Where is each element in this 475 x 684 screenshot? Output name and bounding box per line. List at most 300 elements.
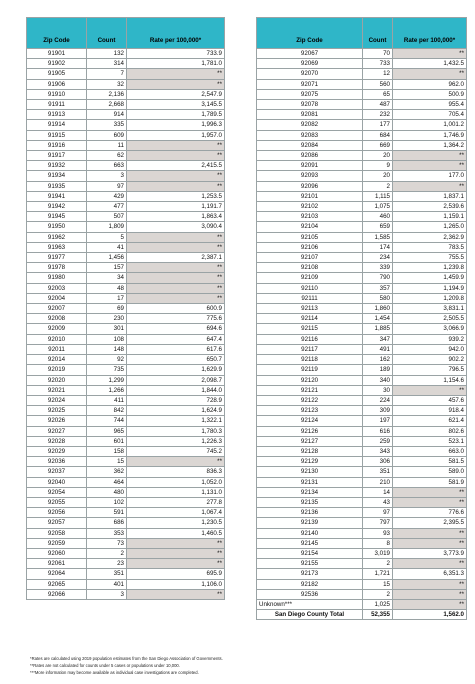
count-cell: 429 [87, 191, 127, 201]
zip-code-cell: 91962 [27, 232, 87, 242]
rate-cell: 581.9 [393, 477, 467, 487]
zip-code-cell: 92135 [257, 497, 363, 507]
table-row [27, 467, 225, 477]
zip-code-cell: 92173 [257, 569, 363, 579]
count-cell: 733 [363, 59, 393, 69]
rate-header: Rate per 100,000* [127, 18, 225, 49]
rate-cell: 1,001.2 [393, 120, 467, 130]
count-cell: 230 [87, 314, 127, 324]
zip-code-cell: 92004 [27, 293, 87, 303]
count-cell: 14 [363, 487, 393, 497]
zip-code-cell: 92029 [27, 446, 87, 456]
rate-cell: 1,067.4 [127, 508, 225, 518]
table-row [257, 355, 467, 365]
table-row [257, 100, 467, 110]
zip-code-cell: 92182 [257, 579, 363, 589]
table-row [27, 426, 225, 436]
table-row [257, 477, 467, 487]
count-cell: 3 [87, 171, 127, 181]
table-row [27, 375, 225, 385]
zip-code-cell: 91916 [27, 140, 87, 150]
count-cell: 591 [87, 508, 127, 518]
count-cell: 616 [363, 426, 393, 436]
count-cell: 2 [363, 181, 393, 191]
count-cell: 663 [87, 161, 127, 171]
table-row [27, 446, 225, 456]
rate-cell: 745.2 [127, 446, 225, 456]
rate-cell: 6,351.3 [393, 569, 467, 579]
count-cell: 15 [363, 579, 393, 589]
table-row [257, 334, 467, 344]
table-row [27, 304, 225, 314]
table-row [27, 528, 225, 538]
table-row [257, 110, 467, 120]
zip-code-cell: 92021 [27, 385, 87, 395]
count-cell: 73 [87, 538, 127, 548]
rate-cell: 2,387.1 [127, 253, 225, 263]
table-row [27, 69, 225, 79]
count-cell: 411 [87, 395, 127, 405]
count-cell: 189 [363, 365, 393, 375]
zip-code-cell: 92113 [257, 304, 363, 314]
rate-cell: ** [393, 589, 467, 599]
zip-code-cell: 92107 [257, 253, 363, 263]
table-row [257, 538, 467, 548]
table-row [257, 436, 467, 446]
count-cell: 9 [363, 161, 393, 171]
zip-code-cell: 92121 [257, 385, 363, 395]
zip-code-cell: 92083 [257, 130, 363, 140]
rate-cell: ** [393, 151, 467, 161]
count-cell: 684 [363, 130, 393, 140]
table-row [257, 324, 467, 334]
zip-code-cell: 92108 [257, 263, 363, 273]
table-row [257, 293, 467, 303]
zip-code-cell: 91901 [27, 49, 87, 59]
table-row [27, 487, 225, 497]
count-cell: 1,585 [363, 232, 393, 242]
rate-cell: 2,539.6 [393, 202, 467, 212]
rate-cell: 1,364.2 [393, 140, 467, 150]
zip-code-cell: 92069 [257, 59, 363, 69]
count-cell: 92 [87, 355, 127, 365]
rate-cell: 705.4 [393, 110, 467, 120]
zip-code-cell: 91913 [27, 110, 87, 120]
zip-code-cell: 92536 [257, 589, 363, 599]
count-cell: 20 [363, 171, 393, 181]
rate-cell: 1,230.5 [127, 518, 225, 528]
table-row [257, 191, 467, 201]
footnote-rates: *Rates are calculated using 2019 population estimates from the San Diego Association of Governments. [30, 656, 223, 661]
table-row [257, 518, 467, 528]
table-row [27, 416, 225, 426]
zip-code-cell: 92020 [27, 375, 87, 385]
table-row [257, 283, 467, 293]
rate-header: Rate per 100,000* [393, 18, 467, 49]
count-cell: 157 [87, 263, 127, 273]
count-cell: 842 [87, 406, 127, 416]
count-cell: 580 [363, 293, 393, 303]
table-row [257, 395, 467, 405]
count-cell: 1,454 [363, 314, 393, 324]
count-cell: 7 [87, 69, 127, 79]
count-cell: 69 [87, 304, 127, 314]
count-cell: 132 [87, 49, 127, 59]
count-cell: 480 [87, 487, 127, 497]
table-row [257, 212, 467, 222]
zip-code-cell: 92124 [257, 416, 363, 426]
count-cell: 97 [363, 508, 393, 518]
rate-cell: 1,562.0 [393, 610, 467, 620]
table-row [257, 406, 467, 416]
count-cell: 2,668 [87, 100, 127, 110]
zip-code-cell: 92014 [27, 355, 87, 365]
zip-code-cell: 92008 [27, 314, 87, 324]
table-row [27, 406, 225, 416]
table-row [27, 202, 225, 212]
count-cell: 797 [363, 518, 393, 528]
zip-code-cell: 92059 [27, 538, 87, 548]
table-row [27, 161, 225, 171]
zip-code-cell: 92007 [27, 304, 87, 314]
rate-cell: 2,415.5 [127, 161, 225, 171]
rate-cell: 1,131.0 [127, 487, 225, 497]
table-row [27, 589, 225, 599]
rate-cell: 836.3 [127, 467, 225, 477]
rate-cell: 3,831.1 [393, 304, 467, 314]
table-row [27, 263, 225, 273]
zip-code-cell: 91977 [27, 253, 87, 263]
zip-code-cell: 92114 [257, 314, 363, 324]
rate-cell: ** [127, 151, 225, 161]
table-row [27, 559, 225, 569]
count-cell: 197 [363, 416, 393, 426]
table-row [27, 395, 225, 405]
count-cell: 70 [363, 49, 393, 59]
table-row [27, 518, 225, 528]
table-row [257, 426, 467, 436]
count-cell: 1,721 [363, 569, 393, 579]
count-cell: 12 [363, 69, 393, 79]
count-cell: 1,809 [87, 222, 127, 232]
count-cell: 487 [363, 100, 393, 110]
table-row [27, 344, 225, 354]
table-row [27, 548, 225, 558]
count-cell: 34 [87, 273, 127, 283]
zip-code-cell: 92055 [27, 497, 87, 507]
table-row [257, 59, 467, 69]
rate-cell: ** [127, 559, 225, 569]
rate-cell: 783.5 [393, 242, 467, 252]
table-row [27, 100, 225, 110]
table-row [27, 457, 225, 467]
rate-cell: 647.4 [127, 334, 225, 344]
zip-code-cell: 92126 [257, 426, 363, 436]
count-cell: 1,860 [363, 304, 393, 314]
zip-code-cell: 92011 [27, 344, 87, 354]
rate-cell: ** [127, 79, 225, 89]
count-cell: 340 [363, 375, 393, 385]
table-row [27, 273, 225, 283]
zip-code-cell: 92071 [257, 79, 363, 89]
zip-code-cell: 92103 [257, 212, 363, 222]
table-row [257, 416, 467, 426]
count-cell: 1,115 [363, 191, 393, 201]
rate-cell: ** [393, 487, 467, 497]
table-row [27, 385, 225, 395]
table-row [257, 161, 467, 171]
table-row [27, 579, 225, 589]
count-cell: 560 [363, 79, 393, 89]
zip-code-cell: 92131 [257, 477, 363, 487]
zip-code-cell: 91917 [27, 151, 87, 161]
count-cell: 790 [363, 273, 393, 283]
table-row [27, 365, 225, 375]
zip-code-cell: 92115 [257, 324, 363, 334]
rate-cell: 1,460.5 [127, 528, 225, 538]
footnote-suppressed: **Rates are not calculated for counts under 5 cases or populations under 10,000. [30, 662, 180, 668]
count-cell: 2 [87, 548, 127, 558]
rate-cell: 802.6 [393, 426, 467, 436]
zip-code-cell: 92061 [27, 559, 87, 569]
count-cell: 148 [87, 344, 127, 354]
zip-code-cell: 92105 [257, 232, 363, 242]
rate-cell: 1,781.0 [127, 59, 225, 69]
rate-cell: 962.0 [393, 79, 467, 89]
rate-cell: 1,746.9 [393, 130, 467, 140]
zip-code-cell: 92145 [257, 538, 363, 548]
table-row [27, 242, 225, 252]
rate-cell: ** [127, 457, 225, 467]
zip-code-cell: 91914 [27, 120, 87, 130]
rate-cell: 1,432.5 [393, 59, 467, 69]
rate-cell: 2,098.7 [127, 375, 225, 385]
table-row [257, 548, 467, 558]
zip-code-cell: 91911 [27, 100, 87, 110]
table-row [27, 293, 225, 303]
count-cell: 914 [87, 110, 127, 120]
table-row [27, 436, 225, 446]
zip-code-cell: 91963 [27, 242, 87, 252]
count-cell: 314 [87, 59, 127, 69]
rate-cell: 733.9 [127, 49, 225, 59]
table-row [257, 202, 467, 212]
zip-code-cell: 92155 [257, 559, 363, 569]
rate-cell: 694.6 [127, 324, 225, 334]
count-cell: 1,025 [363, 599, 393, 609]
zip-code-cell: 92025 [27, 406, 87, 416]
zip-code-cell: 92118 [257, 355, 363, 365]
zip-code-cell: 92093 [257, 171, 363, 181]
rate-cell: ** [127, 69, 225, 79]
count-cell: 17 [87, 293, 127, 303]
count-cell: 460 [363, 212, 393, 222]
table-row [27, 477, 225, 487]
zip-code-cell: 92054 [27, 487, 87, 497]
rate-cell: ** [127, 273, 225, 283]
count-cell: 601 [87, 436, 127, 446]
table-row [257, 69, 467, 79]
zip-code-cell: 92003 [27, 283, 87, 293]
rate-cell: ** [127, 242, 225, 252]
table-row [257, 181, 467, 191]
rate-cell: 1,996.3 [127, 120, 225, 130]
zip-code-cell: 92081 [257, 110, 363, 120]
zip-code-cell: 91906 [27, 79, 87, 89]
rate-cell: 1,789.5 [127, 110, 225, 120]
rate-cell: 1,624.9 [127, 406, 225, 416]
table-row [27, 569, 225, 579]
zip-code-cell: 92078 [257, 100, 363, 110]
table-row [257, 446, 467, 456]
count-cell: 1,266 [87, 385, 127, 395]
zip-code-cell: 92057 [27, 518, 87, 528]
zip-code-cell: 92009 [27, 324, 87, 334]
zip-code-cell: 91910 [27, 89, 87, 99]
right-header-row [257, 18, 467, 49]
zip-code-cell: 92028 [27, 436, 87, 446]
table-row [27, 314, 225, 324]
count-cell: 491 [363, 344, 393, 354]
rate-cell: 1,191.7 [127, 202, 225, 212]
count-cell: 1,885 [363, 324, 393, 334]
count-cell: 5 [87, 232, 127, 242]
count-cell: 15 [87, 457, 127, 467]
zip-code-cell: 92058 [27, 528, 87, 538]
left-table-body [27, 49, 225, 600]
rate-cell: ** [393, 497, 467, 507]
table-row [257, 365, 467, 375]
rate-cell: ** [127, 283, 225, 293]
table-row [257, 559, 467, 569]
zip-code-cell: 92086 [257, 151, 363, 161]
table-row [27, 130, 225, 140]
rate-cell: ** [393, 538, 467, 548]
rate-cell: 775.6 [127, 314, 225, 324]
zip-code-cell: 92070 [257, 69, 363, 79]
zip-code-cell: 92119 [257, 365, 363, 375]
count-cell: 2 [363, 589, 393, 599]
table-row [27, 334, 225, 344]
count-cell: 23 [87, 559, 127, 569]
zip-code-cell: 91950 [27, 222, 87, 232]
rate-cell: 617.6 [127, 344, 225, 354]
rate-cell: 663.0 [393, 446, 467, 456]
count-cell: 232 [363, 110, 393, 120]
rate-cell: 1,322.1 [127, 416, 225, 426]
count-cell: 41 [87, 242, 127, 252]
rate-cell: 500.9 [393, 89, 467, 99]
zip-code-cell: 92024 [27, 395, 87, 405]
rate-cell: 955.4 [393, 100, 467, 110]
zip-code-cell: 92066 [27, 589, 87, 599]
rate-cell: 1,154.6 [393, 375, 467, 385]
table-row [257, 273, 467, 283]
rate-cell: 2,505.5 [393, 314, 467, 324]
table-row [27, 222, 225, 232]
count-cell: 162 [363, 355, 393, 365]
rate-cell: 695.9 [127, 569, 225, 579]
rate-cell: 523.1 [393, 436, 467, 446]
table-row [257, 79, 467, 89]
table-row [257, 589, 467, 599]
count-cell: 259 [363, 436, 393, 446]
table-row [27, 59, 225, 69]
rate-cell: 1,837.1 [393, 191, 467, 201]
table-row [257, 89, 467, 99]
table-row [27, 49, 225, 59]
table-row [27, 324, 225, 334]
rate-cell: 942.0 [393, 344, 467, 354]
table-row [257, 242, 467, 252]
count-cell: 52,355 [363, 610, 393, 620]
zip-code-cell: 92122 [257, 395, 363, 405]
left-header-row [27, 18, 225, 49]
zip-code-cell: 92010 [27, 334, 87, 344]
count-cell: 353 [87, 528, 127, 538]
footnote-unknown: ***More information may become available as individual case investigations are completed. [30, 669, 199, 675]
table-row [257, 579, 467, 589]
rate-cell: 277.8 [127, 497, 225, 507]
count-cell: 174 [363, 242, 393, 252]
rate-cell: ** [127, 589, 225, 599]
count-cell: 234 [363, 253, 393, 263]
count-cell: 735 [87, 365, 127, 375]
count-cell: 335 [87, 120, 127, 130]
table-row [27, 171, 225, 181]
rate-cell: ** [127, 538, 225, 548]
table-row [257, 171, 467, 181]
zip-code-cell: 92027 [27, 426, 87, 436]
rate-cell: ** [393, 49, 467, 59]
count-cell: 1,456 [87, 253, 127, 263]
count-cell: 158 [87, 446, 127, 456]
zip-code-cell: 92091 [257, 161, 363, 171]
rate-cell: ** [127, 181, 225, 191]
zip-code-cell: 91932 [27, 161, 87, 171]
zip-code-cell: 92084 [257, 140, 363, 150]
rate-cell: ** [127, 140, 225, 150]
rate-cell: 1,844.0 [127, 385, 225, 395]
rate-cell: 796.5 [393, 365, 467, 375]
zip-code-cell: 92067 [257, 49, 363, 59]
right-table-body [257, 49, 467, 620]
rate-cell: 3,145.5 [127, 100, 225, 110]
zip-code-cell: 92111 [257, 293, 363, 303]
zip-code-cell: 92136 [257, 508, 363, 518]
table-row [257, 120, 467, 130]
zip-code-cell: 91942 [27, 202, 87, 212]
rate-cell: ** [127, 171, 225, 181]
count-cell: 343 [363, 446, 393, 456]
rate-cell: ** [393, 579, 467, 589]
table-row [257, 457, 467, 467]
count-cell: 20 [363, 151, 393, 161]
table-row [257, 375, 467, 385]
rate-cell: 755.5 [393, 253, 467, 263]
table-row [27, 89, 225, 99]
rate-cell: 1,226.3 [127, 436, 225, 446]
rate-cell: 1,253.5 [127, 191, 225, 201]
count-cell: 108 [87, 334, 127, 344]
zip-code-cell: 92082 [257, 120, 363, 130]
zip-code-cell: Unknown*** [257, 599, 363, 609]
table-row [257, 304, 467, 314]
table-row [257, 222, 467, 232]
table-row [27, 232, 225, 242]
table-row [27, 283, 225, 293]
rate-cell: 2,395.5 [393, 518, 467, 528]
